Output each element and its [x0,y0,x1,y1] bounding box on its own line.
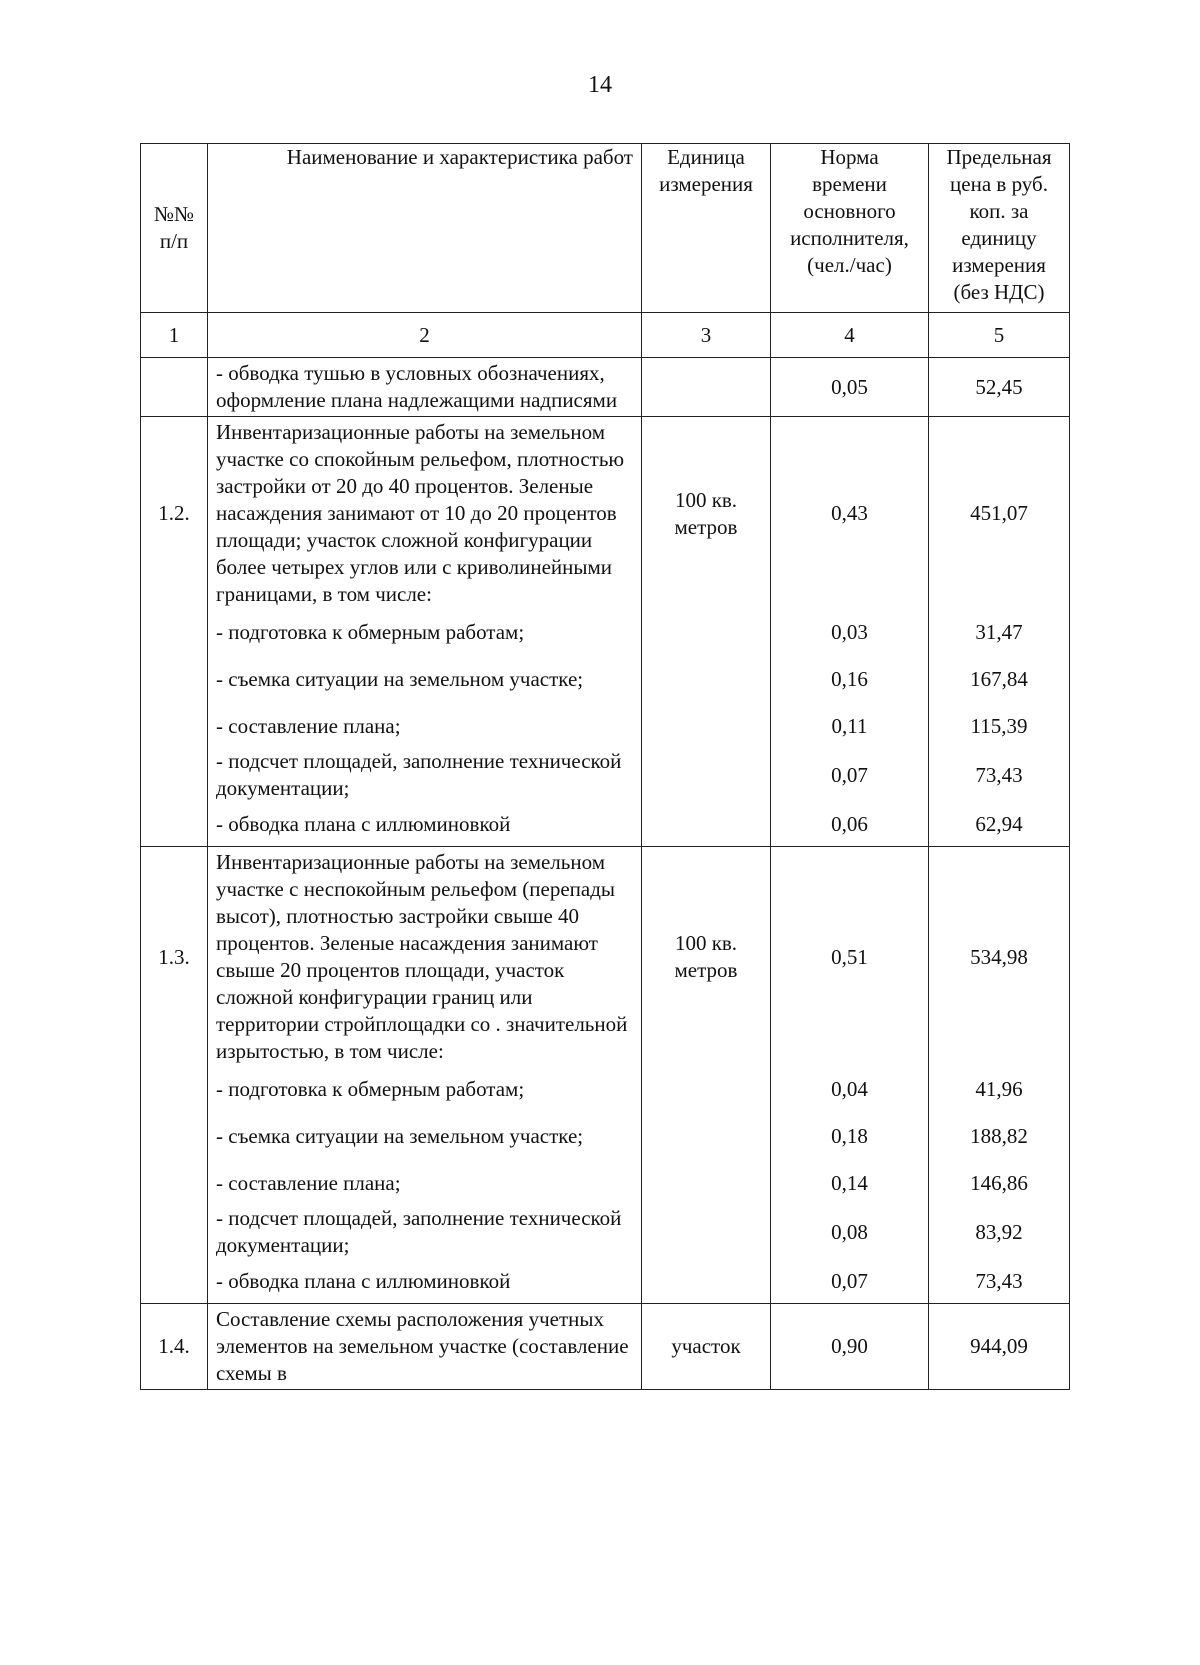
work-description: - составление плана; [208,1161,642,1205]
norm-cell: 0,06 [771,802,929,847]
rates-table [140,143,1070,1390]
price-cell: 944,09 [929,1304,1070,1390]
norm-cell: 0,51 [771,847,929,1068]
column-number: 4 [771,313,929,358]
row-number: 1.2. [141,417,208,611]
column-number: 2 [208,313,642,358]
row-number [141,704,208,748]
table-row [141,1161,1070,1205]
table-row [141,704,1070,748]
table-row [141,610,1070,654]
price-cell: 83,92 [929,1205,1070,1259]
work-description: Инвентаризационные работы на земельном участке с неспокойным рельефом (перепады высот), плотностью застройки свыше 40 процентов. Зеленые насаждения занимают свыше 20 процентов площади, участок сложной конфигурации границ или территории стройплощадки со . значительной изрытостью, в том числе: [208,847,642,1068]
norm-cell: 0,05 [771,358,929,417]
norm-cell: 0,90 [771,1304,929,1390]
unit-cell: 100 кв. метров [642,417,771,611]
table-row [141,847,1070,1068]
page-number: 14 [588,72,612,98]
header-num: №№ п/п [141,144,208,313]
work-description: - съемка ситуации на земельном участке; [208,1111,642,1161]
work-description: - обводка плана с иллюминовкой [208,802,642,847]
header-norm: Норма времени основного исполнителя, (чел./час) [771,144,929,313]
column-number: 3 [642,313,771,358]
unit-cell: участок [642,1304,771,1390]
norm-cell: 0,11 [771,704,929,748]
work-description: - обводка плана с иллюминовкой [208,1259,642,1304]
row-number [141,1205,208,1259]
row-number [141,358,208,417]
work-description: - составление плана; [208,704,642,748]
table-row [141,1067,1070,1111]
norm-cell: 0,14 [771,1161,929,1205]
price-cell: 167,84 [929,654,1070,704]
table-row [141,1111,1070,1161]
row-number [141,610,208,654]
norm-cell: 0,16 [771,654,929,704]
norm-cell: 0,07 [771,1259,929,1304]
price-cell: 115,39 [929,704,1070,748]
work-description: Составление схемы расположения учетных элементов на земельном участке (составление схемы в [208,1304,642,1390]
row-number [141,1259,208,1304]
unit-cell [642,358,771,417]
header-unit: Единица измерения [642,144,771,313]
price-cell: 52,45 [929,358,1070,417]
norm-cell: 0,07 [771,748,929,802]
unit-cell [642,802,771,847]
norm-cell: 0,03 [771,610,929,654]
work-description: - подсчет площадей, заполнение технической документации; [208,1205,642,1259]
price-cell: 188,82 [929,1111,1070,1161]
row-number [141,1067,208,1111]
row-number [141,802,208,847]
norm-cell: 0,04 [771,1067,929,1111]
header-row [141,144,1070,313]
unit-cell [642,1067,771,1111]
price-cell: 146,86 [929,1161,1070,1205]
unit-cell [642,704,771,748]
price-cell: 73,43 [929,1259,1070,1304]
row-number [141,1161,208,1205]
unit-cell [642,610,771,654]
unit-cell: 100 кв. метров [642,847,771,1068]
price-cell: 31,47 [929,610,1070,654]
table-row [141,417,1070,611]
price-cell: 41,96 [929,1067,1070,1111]
work-description: - обводка тушью в условных обозначениях, оформление плана надлежащими надписями [208,358,642,417]
price-cell: 534,98 [929,847,1070,1068]
work-description: - подготовка к обмерным работам; [208,610,642,654]
norm-cell: 0,08 [771,1205,929,1259]
norm-cell: 0,43 [771,417,929,611]
table-row [141,358,1070,417]
table-row [141,1259,1070,1304]
row-number: 1.3. [141,847,208,1068]
work-description: - подсчет площадей, заполнение технической документации; [208,748,642,802]
table-row [141,802,1070,847]
table-row [141,1205,1070,1259]
work-description: - съемка ситуации на земельном участке; [208,654,642,704]
header-name: Наименование и характеристика работ [208,144,642,313]
table-row [141,748,1070,802]
norm-cell: 0,18 [771,1111,929,1161]
price-cell: 451,07 [929,417,1070,611]
row-number [141,748,208,802]
row-number [141,654,208,704]
price-cell: 62,94 [929,802,1070,847]
column-number: 1 [141,313,208,358]
unit-cell [642,1111,771,1161]
unit-cell [642,748,771,802]
column-number: 5 [929,313,1070,358]
row-number [141,1111,208,1161]
unit-cell [642,1259,771,1304]
work-description: Инвентаризационные работы на земельном участке со спокойным рельефом, плотностью застройки от 20 до 40 процентов. Зеленые насаждения занимают от 10 до 20 процентов площади; участок сложной конфигурации более четырех углов или с криволинейными границами, в том числе: [208,417,642,611]
table-row [141,1304,1070,1390]
unit-cell [642,1205,771,1259]
table-row [141,654,1070,704]
header-price: Предельная цена в руб. коп. за единицу измерения (без НДС) [929,144,1070,313]
price-cell: 73,43 [929,748,1070,802]
work-description: - подготовка к обмерным работам; [208,1067,642,1111]
unit-cell [642,654,771,704]
column-number-row [141,313,1070,358]
unit-cell [642,1161,771,1205]
row-number: 1.4. [141,1304,208,1390]
